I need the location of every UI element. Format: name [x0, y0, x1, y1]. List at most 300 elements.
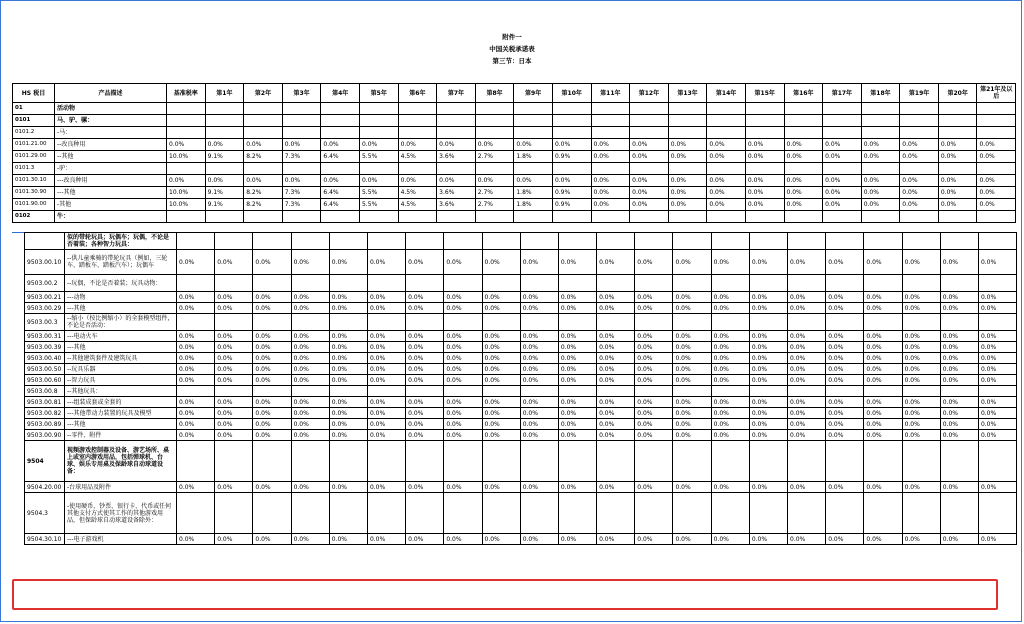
rate-cell: 0.0%: [673, 397, 711, 408]
rate-cell: 0.0%: [482, 331, 520, 342]
rate-cell: 0.0%: [215, 430, 253, 441]
rate-cell: [707, 163, 746, 175]
rate-cell: 0.0%: [406, 430, 444, 441]
rate-cell: [711, 275, 749, 292]
hs-code-cell: 9503.00.50: [25, 364, 65, 375]
rate-cell: 0.0%: [215, 534, 253, 545]
rate-cell: 0.0%: [749, 430, 787, 441]
rate-cell: 0.0%: [177, 375, 215, 386]
rate-cell: [902, 314, 940, 331]
rate-cell: 0.0%: [784, 199, 823, 211]
rate-cell: 0.0%: [788, 364, 826, 375]
rate-cell: 0.0%: [635, 397, 673, 408]
rate-cell: 0.0%: [215, 353, 253, 364]
rate-cell: [823, 103, 862, 115]
rate-cell: 0.0%: [940, 331, 978, 342]
rate-cell: 0.0%: [591, 199, 630, 211]
rate-cell: [321, 163, 360, 175]
rate-cell: 0.0%: [940, 397, 978, 408]
rate-cell: [864, 386, 902, 397]
rate-cell: [745, 127, 784, 139]
rate-cell: 0.0%: [244, 175, 283, 187]
rate-cell: 0.0%: [749, 250, 787, 275]
rate-cell: [215, 233, 253, 250]
rate-cell: 0.0%: [673, 419, 711, 430]
description-cell: ---动物: [65, 292, 177, 303]
rate-cell: 0.0%: [597, 353, 635, 364]
rate-cell: 0.0%: [406, 534, 444, 545]
rate-cell: 0.0%: [978, 419, 1016, 430]
table-row: [25, 482, 1017, 493]
rate-cell: 0.0%: [520, 419, 558, 430]
rate-cell: 0.0%: [711, 331, 749, 342]
rate-cell: [711, 386, 749, 397]
rate-cell: 0.0%: [329, 292, 367, 303]
rate-cell: [591, 211, 630, 223]
rate-cell: 4.5%: [398, 151, 437, 163]
table-row: [25, 353, 1017, 364]
rate-cell: [329, 386, 367, 397]
rate-cell: 0.0%: [749, 292, 787, 303]
rate-cell: 0.0%: [444, 353, 482, 364]
table-row: [13, 139, 1016, 151]
table-row: [25, 493, 1017, 534]
rate-cell: [823, 163, 862, 175]
rate-cell: 0.0%: [406, 364, 444, 375]
description-cell: --玩偶，不论是否着装；玩具动物：: [65, 275, 177, 292]
rate-cell: 0.0%: [978, 292, 1016, 303]
rate-cell: [940, 386, 978, 397]
hs-code-cell: 9503.00.21: [25, 292, 65, 303]
rate-cell: 0.0%: [749, 534, 787, 545]
rate-cell: 0.0%: [745, 187, 784, 199]
rate-cell: [673, 233, 711, 250]
rate-cell: 0.0%: [940, 250, 978, 275]
description-cell: --改良种用: [55, 139, 167, 151]
rate-cell: 0.0%: [826, 353, 864, 364]
rate-cell: 0.0%: [749, 419, 787, 430]
rate-cell: [711, 233, 749, 250]
rate-cell: [406, 386, 444, 397]
rate-cell: [359, 127, 398, 139]
rate-cell: [749, 493, 787, 534]
rate-cell: 0.0%: [444, 482, 482, 493]
rate-cell: [668, 103, 707, 115]
rate-cell: [861, 163, 900, 175]
rate-cell: 0.0%: [482, 408, 520, 419]
rate-cell: 0.0%: [253, 408, 291, 419]
rate-cell: [406, 493, 444, 534]
rate-cell: [864, 275, 902, 292]
rate-cell: 0.0%: [711, 303, 749, 314]
rate-cell: 0.9%: [552, 187, 591, 199]
rate-cell: [205, 127, 244, 139]
rate-cell: [630, 163, 669, 175]
rate-cell: 0.0%: [291, 331, 329, 342]
rate-cell: [406, 441, 444, 482]
table-row: [25, 408, 1017, 419]
hs-code-cell: 9503.00.2: [25, 275, 65, 292]
rate-cell: 0.0%: [673, 534, 711, 545]
rate-cell: 0.0%: [635, 430, 673, 441]
hs-code-cell: 9503.00.10: [25, 250, 65, 275]
rate-cell: [711, 493, 749, 534]
rate-cell: [711, 441, 749, 482]
rate-cell: 0.0%: [673, 375, 711, 386]
rate-cell: 0.0%: [823, 199, 862, 211]
rate-cell: [167, 115, 206, 127]
rate-cell: 0.0%: [253, 375, 291, 386]
rate-cell: [788, 441, 826, 482]
rate-cell: 0.0%: [597, 375, 635, 386]
rate-cell: 0.0%: [552, 175, 591, 187]
rate-cell: [475, 211, 514, 223]
rate-cell: 0.0%: [749, 397, 787, 408]
rate-cell: 0.0%: [749, 375, 787, 386]
rate-cell: 0.0%: [826, 482, 864, 493]
column-header: 第20年: [938, 84, 977, 103]
rate-cell: [864, 493, 902, 534]
rate-cell: [398, 163, 437, 175]
rate-cell: [514, 115, 553, 127]
rate-cell: [826, 493, 864, 534]
rate-cell: 0.0%: [558, 397, 596, 408]
rate-cell: 0.0%: [329, 408, 367, 419]
column-header: 第16年: [784, 84, 823, 103]
rate-cell: 0.0%: [367, 353, 405, 364]
rate-cell: 0.0%: [253, 331, 291, 342]
rate-cell: 0.0%: [938, 199, 977, 211]
rate-cell: [977, 103, 1016, 115]
rate-cell: 0.0%: [329, 397, 367, 408]
rate-cell: 10.0%: [167, 187, 206, 199]
rate-cell: 0.0%: [444, 534, 482, 545]
rate-cell: 0.0%: [788, 375, 826, 386]
rate-cell: [711, 314, 749, 331]
rate-cell: 9.1%: [205, 151, 244, 163]
rate-cell: 0.0%: [784, 175, 823, 187]
rate-cell: 0.0%: [406, 303, 444, 314]
rate-cell: 10.0%: [167, 151, 206, 163]
rate-cell: [635, 314, 673, 331]
column-header: 第5年: [359, 84, 398, 103]
rate-cell: [291, 386, 329, 397]
rate-cell: 0.0%: [205, 175, 244, 187]
rate-cell: 0.0%: [215, 292, 253, 303]
rate-cell: 0.0%: [707, 139, 746, 151]
rate-cell: [900, 103, 939, 115]
rate-cell: 0.0%: [864, 331, 902, 342]
rate-cell: 0.0%: [520, 364, 558, 375]
hs-code-cell: 9503.00.40: [25, 353, 65, 364]
rate-cell: 0.0%: [558, 303, 596, 314]
rate-cell: [282, 211, 321, 223]
rate-cell: [291, 275, 329, 292]
rate-cell: [788, 493, 826, 534]
rate-cell: 0.0%: [520, 534, 558, 545]
column-header: 第18年: [861, 84, 900, 103]
rate-cell: 0.0%: [788, 250, 826, 275]
rate-cell: 0.0%: [367, 408, 405, 419]
rate-cell: [329, 275, 367, 292]
table-row: [25, 430, 1017, 441]
rate-cell: 0.0%: [788, 342, 826, 353]
rate-cell: 0.0%: [864, 250, 902, 275]
rate-cell: 0.0%: [900, 139, 939, 151]
rate-cell: 0.0%: [359, 175, 398, 187]
rate-cell: 0.0%: [406, 342, 444, 353]
rate-cell: [177, 275, 215, 292]
column-header: 第15年: [745, 84, 784, 103]
rate-cell: 0.0%: [707, 151, 746, 163]
rate-cell: [900, 163, 939, 175]
rate-cell: 0.0%: [668, 199, 707, 211]
rate-cell: 0.0%: [552, 139, 591, 151]
description-cell: ---其他: [65, 303, 177, 314]
rate-cell: 6.4%: [321, 199, 360, 211]
rate-cell: [635, 275, 673, 292]
table-row: [25, 250, 1017, 275]
rate-cell: 0.0%: [482, 364, 520, 375]
rate-cell: 0.0%: [215, 482, 253, 493]
rate-cell: [444, 314, 482, 331]
rate-cell: [635, 386, 673, 397]
rate-cell: 0.0%: [788, 408, 826, 419]
rate-cell: 0.0%: [406, 250, 444, 275]
rate-cell: [597, 233, 635, 250]
rate-cell: 4.5%: [398, 187, 437, 199]
rate-cell: 0.0%: [711, 419, 749, 430]
rate-cell: 0.0%: [711, 364, 749, 375]
rate-cell: 0.0%: [788, 482, 826, 493]
rate-cell: 0.0%: [978, 342, 1016, 353]
rate-cell: 0.0%: [978, 375, 1016, 386]
rate-cell: [977, 127, 1016, 139]
column-header: 基准税率: [167, 84, 206, 103]
rate-cell: 0.0%: [329, 482, 367, 493]
rate-cell: [591, 127, 630, 139]
table-row: [25, 314, 1017, 331]
rate-cell: 6.4%: [321, 151, 360, 163]
rate-cell: 0.0%: [864, 292, 902, 303]
rate-cell: [938, 127, 977, 139]
rate-cell: 0.0%: [597, 419, 635, 430]
rate-cell: 0.0%: [673, 292, 711, 303]
rate-cell: [329, 493, 367, 534]
rate-cell: 0.0%: [520, 408, 558, 419]
rate-cell: 0.0%: [558, 430, 596, 441]
rate-cell: [745, 163, 784, 175]
rate-cell: 8.2%: [244, 199, 283, 211]
rate-cell: [940, 441, 978, 482]
rate-cell: 0.0%: [597, 482, 635, 493]
rate-cell: [253, 314, 291, 331]
rate-cell: 0.0%: [823, 175, 862, 187]
rate-cell: [673, 314, 711, 331]
rate-cell: 0.0%: [630, 199, 669, 211]
rate-cell: [215, 314, 253, 331]
rate-cell: 0.0%: [520, 292, 558, 303]
rate-cell: [673, 275, 711, 292]
rate-cell: [591, 163, 630, 175]
column-header: 第13年: [668, 84, 707, 103]
rate-cell: 0.0%: [367, 331, 405, 342]
rate-cell: [244, 103, 283, 115]
rate-cell: 0.0%: [406, 482, 444, 493]
rate-cell: 0.0%: [591, 151, 630, 163]
rate-cell: 2.7%: [475, 151, 514, 163]
table-row: [25, 342, 1017, 353]
rate-cell: 0.0%: [788, 331, 826, 342]
rate-cell: [826, 275, 864, 292]
rate-cell: [978, 441, 1016, 482]
rate-cell: 4.5%: [398, 199, 437, 211]
rate-cell: [826, 314, 864, 331]
description-cell: ---其他: [65, 342, 177, 353]
rate-cell: 0.0%: [291, 303, 329, 314]
rate-cell: 0.0%: [711, 342, 749, 353]
rate-cell: [167, 163, 206, 175]
rate-cell: 0.0%: [329, 430, 367, 441]
description-cell: 牛：: [55, 211, 167, 223]
rate-cell: [823, 211, 862, 223]
hs-code-cell: 9504.30.10: [25, 534, 65, 545]
rate-cell: [514, 103, 553, 115]
description-cell: ---改良种用: [55, 175, 167, 187]
rate-cell: [444, 493, 482, 534]
hs-code-cell: 0101.2: [13, 127, 55, 139]
rate-cell: [520, 493, 558, 534]
rate-cell: 0.0%: [749, 364, 787, 375]
table-row: [13, 115, 1016, 127]
rate-cell: 0.0%: [291, 534, 329, 545]
table-row: [25, 375, 1017, 386]
hs-code-cell: 0101.21.00: [13, 139, 55, 151]
rate-cell: 0.0%: [215, 250, 253, 275]
rate-cell: 0.0%: [329, 331, 367, 342]
rate-cell: 0.0%: [788, 353, 826, 364]
description-cell: 似的带轮玩具；玩偶车；玩偶，不论是否着装；各种智力玩具：: [65, 233, 177, 250]
hs-code-cell: 9504: [25, 441, 65, 482]
rate-cell: 0.0%: [291, 342, 329, 353]
table-row: [13, 163, 1016, 175]
rate-cell: 0.0%: [291, 397, 329, 408]
highlight-box: [12, 579, 998, 610]
column-header: 第11年: [591, 84, 630, 103]
rate-cell: 0.0%: [668, 139, 707, 151]
rate-cell: 0.0%: [864, 364, 902, 375]
rate-cell: [668, 115, 707, 127]
rate-cell: [282, 127, 321, 139]
rate-cell: 0.0%: [520, 250, 558, 275]
rate-cell: [437, 103, 476, 115]
rate-cell: 0.0%: [177, 364, 215, 375]
rate-cell: 0.0%: [940, 430, 978, 441]
rate-cell: 0.0%: [938, 187, 977, 199]
rate-cell: 0.0%: [711, 250, 749, 275]
rate-cell: [784, 103, 823, 115]
rate-cell: 8.2%: [244, 151, 283, 163]
rate-cell: [558, 441, 596, 482]
rate-cell: [597, 314, 635, 331]
rate-cell: [359, 103, 398, 115]
rate-cell: 0.0%: [444, 364, 482, 375]
rate-cell: 0.0%: [291, 353, 329, 364]
rate-cell: 0.0%: [558, 419, 596, 430]
rate-cell: 0.0%: [482, 342, 520, 353]
tariff-table-bottom: [24, 232, 1017, 545]
rate-cell: [977, 163, 1016, 175]
rate-cell: [788, 314, 826, 331]
description-cell: 马、驴、骡：: [55, 115, 167, 127]
rate-cell: 0.0%: [177, 331, 215, 342]
rate-cell: 0.0%: [282, 139, 321, 151]
rate-cell: 0.0%: [597, 397, 635, 408]
hs-code-cell: 0101: [13, 115, 55, 127]
rate-cell: 0.0%: [673, 482, 711, 493]
rate-cell: 0.0%: [673, 250, 711, 275]
description-cell: 活动物: [55, 103, 167, 115]
rate-cell: [205, 163, 244, 175]
rate-cell: 0.0%: [597, 364, 635, 375]
table-row: [25, 386, 1017, 397]
rate-cell: [635, 493, 673, 534]
rate-cell: [977, 115, 1016, 127]
rate-cell: 0.0%: [558, 342, 596, 353]
rate-cell: 0.0%: [784, 139, 823, 151]
rate-cell: 0.0%: [444, 397, 482, 408]
rate-cell: [784, 127, 823, 139]
rate-cell: [630, 211, 669, 223]
hs-code-cell: 9503.00.3: [25, 314, 65, 331]
rate-cell: 0.0%: [597, 331, 635, 342]
rate-cell: [367, 233, 405, 250]
rate-cell: 0.0%: [826, 408, 864, 419]
rate-cell: 0.0%: [597, 430, 635, 441]
rate-cell: 0.0%: [673, 353, 711, 364]
rate-cell: [398, 115, 437, 127]
rate-cell: 0.0%: [902, 397, 940, 408]
rate-cell: [437, 211, 476, 223]
rate-cell: 0.0%: [861, 199, 900, 211]
rate-cell: 2.7%: [475, 199, 514, 211]
description-cell: --其他玩具：: [65, 386, 177, 397]
rate-cell: [291, 441, 329, 482]
rate-cell: 0.0%: [784, 151, 823, 163]
rate-cell: [749, 233, 787, 250]
rate-cell: [938, 163, 977, 175]
table-row: [13, 151, 1016, 163]
rate-cell: 0.0%: [977, 199, 1016, 211]
rate-cell: [900, 115, 939, 127]
rate-cell: 0.0%: [635, 353, 673, 364]
rate-cell: [475, 115, 514, 127]
hs-code-cell: 9504.20.00: [25, 482, 65, 493]
rate-cell: [444, 275, 482, 292]
rate-cell: 0.0%: [788, 303, 826, 314]
hs-code-cell: 9503.00.81: [25, 397, 65, 408]
rate-cell: 0.0%: [215, 331, 253, 342]
rate-cell: 0.0%: [167, 139, 206, 151]
rate-cell: 0.0%: [707, 187, 746, 199]
rate-cell: [482, 441, 520, 482]
rate-cell: 5.5%: [359, 199, 398, 211]
rate-cell: 0.0%: [635, 364, 673, 375]
rate-cell: [552, 211, 591, 223]
description-cell: ---其他: [65, 419, 177, 430]
table-row: [25, 233, 1017, 250]
rate-cell: 0.0%: [514, 139, 553, 151]
